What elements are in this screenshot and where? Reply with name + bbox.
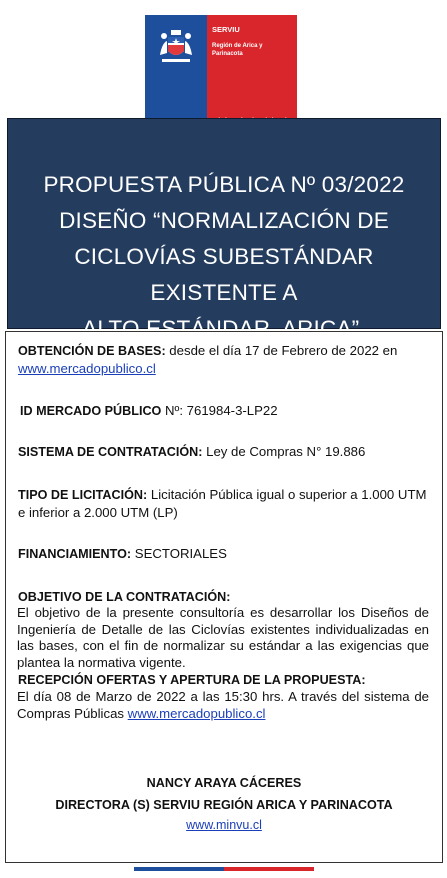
objetivo-text: El objetivo de la presente consultoría es desarrollar los Diseños de Ingeniería de Detalle de las Ciclovías existentes individualizadas en las bases, con el fin de normalizar su estándar a las exigencias que plantea la normativa vigente. (17, 605, 429, 670)
tipo-label: TIPO DE LICITACIÓN: (18, 488, 148, 502)
recepcion-label: RECEPCIÓN OFERTAS Y APERTURA DE LA PROPUESTA: (18, 673, 366, 687)
minvu-link-text[interactable]: www.minvu.cl (186, 818, 262, 832)
title-line-3: CICLOVÍAS SUBESTÁNDAR EXISTENTE A (74, 244, 374, 305)
bases-link[interactable]: www.mercadopublico.cl (18, 361, 156, 376)
id-item (20, 402, 434, 420)
recepcion-text-item (17, 688, 429, 722)
recepcion-text: El día 08 de Marzo de 2022 a las 15:30 hrs. A través del sistema de Compras Públicas (17, 689, 429, 721)
signature-name: NANCY ARAYA CÁCERES (146, 776, 302, 790)
sistema-label: SISTEMA DE CONTRATACIÓN: (18, 445, 203, 459)
signature-position: DIRECTORA (S) SERVIU REGIÓN ARICA Y PARINACOTA (55, 798, 393, 812)
title-line-4: ALTO ESTÁNDAR, ARICA”. (82, 316, 366, 341)
bases-text: desde el día 17 de Febrero de 2022 en (165, 343, 398, 358)
id-text: Nº: 761984-3-LP22 (161, 403, 278, 418)
chile-coat-of-arms-icon (154, 25, 198, 69)
financiamiento-text: SECTORIALES (131, 546, 227, 561)
objetivo-label: OBJETIVO DE LA CONTRATACIÓN: (18, 590, 231, 604)
financiamiento-item (18, 545, 432, 563)
sistema-item (18, 443, 432, 461)
footer-bar-blue (134, 867, 224, 871)
bases-item (18, 342, 432, 377)
footer-bar-red (224, 867, 314, 871)
bases-label: OBTENCIÓN DE BASES: (18, 344, 166, 358)
page-title (8, 167, 440, 347)
financiamiento-label: FINANCIAMIENTO: (18, 547, 132, 561)
tipo-item (18, 486, 432, 521)
logo-agency: SERVIU (212, 25, 240, 34)
recepcion-label-item (18, 671, 432, 689)
tipo-text: Licitación Pública igual o superior a 1.000 UTM e inferior a 2.000 UTM (LP) (18, 487, 427, 520)
minvu-website-link[interactable] (6, 818, 442, 832)
footer-flag-bar (134, 867, 314, 871)
sistema-text: Ley de Compras N° 19.886 (202, 444, 366, 459)
logo-region: Región de Arica y Parinacota (212, 43, 263, 57)
recepcion-link[interactable]: www.mercadopublico.cl (127, 706, 266, 721)
title-banner (7, 118, 441, 341)
info-box (5, 331, 443, 863)
title-line-2: DISEÑO “NORMALIZACIÓN DE (59, 208, 389, 233)
title-line-1: PROPUESTA PÚBLICA Nº 03/2022 (43, 172, 405, 197)
id-label: ID MERCADO PÚBLICO (20, 404, 162, 418)
objetivo-label-item (18, 588, 432, 606)
